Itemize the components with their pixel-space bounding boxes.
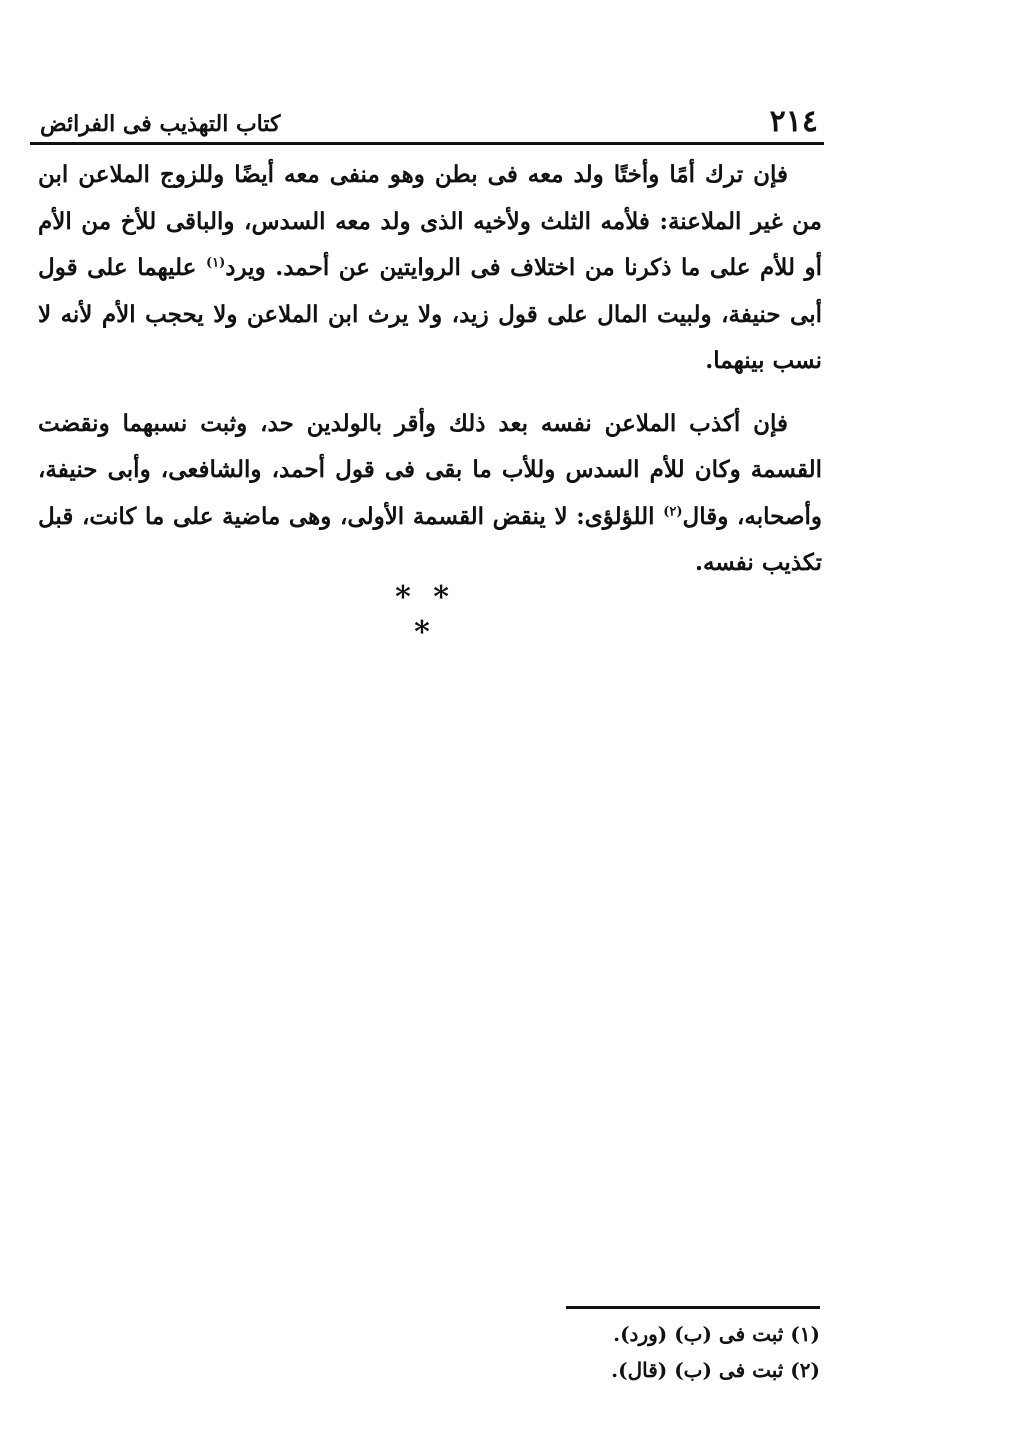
footnotes [400,1316,820,1388]
paragraph-1-text-after: عليهما على قول أبى حنيفة، ولبيت المال على قول زيد، ولا يرث ابن الملاعن ولا يحجب الأم لأنه لا نسب بينهما. [38,254,822,374]
footnote-ref-1: (١) [205,255,226,271]
paragraph-2-text-after: اللؤلؤى: لا ينقض القسمة الأولى، وهى ماضية على ما كانت، قبل تكذيب نفسه. [38,502,822,576]
footnote-2: (٢) ثبت فى (ب) (قال). [611,1358,820,1382]
footnote-rule [566,1306,820,1309]
paragraph-2 [38,401,822,587]
page-header [30,96,824,142]
footnote-1: (١) ثبت فى (ب) (ورد). [613,1322,820,1346]
header-rule [30,142,824,145]
paragraph-1-text-before: فإن ترك أمًا وأختًا ولد معه فى بطن وهو منفى معه أيضًا وللزوج الملاعن ابن من غير الملاعنة: فلأمه الثلث ولأخيه الذى ولد معه السدس، والباقى للأخ من الأم أو للأم على ما ذكرنا من اختلاف فى الروايتين عن أحمد. ويرد [38,161,822,281]
page-number: ٢١٤ [769,104,818,139]
footnote-ref-2: (٢) [663,503,683,519]
running-title: كتاب التهذيب فى الفرائض [40,111,281,137]
body-text [38,152,822,587]
section-separator: * * * [395,580,455,650]
paragraph-1 [38,152,822,385]
paragraph-2-text-before: فإن أكذب الملاعن نفسه بعد ذلك وأقر بالولدين حد، وثبت نسبهما ونقضت القسمة وكان للأم السدس وللأب ما بقى فى قول أحمد، والشافعى، وأبى حنيفة، وأصحابه، وقال [38,409,822,530]
